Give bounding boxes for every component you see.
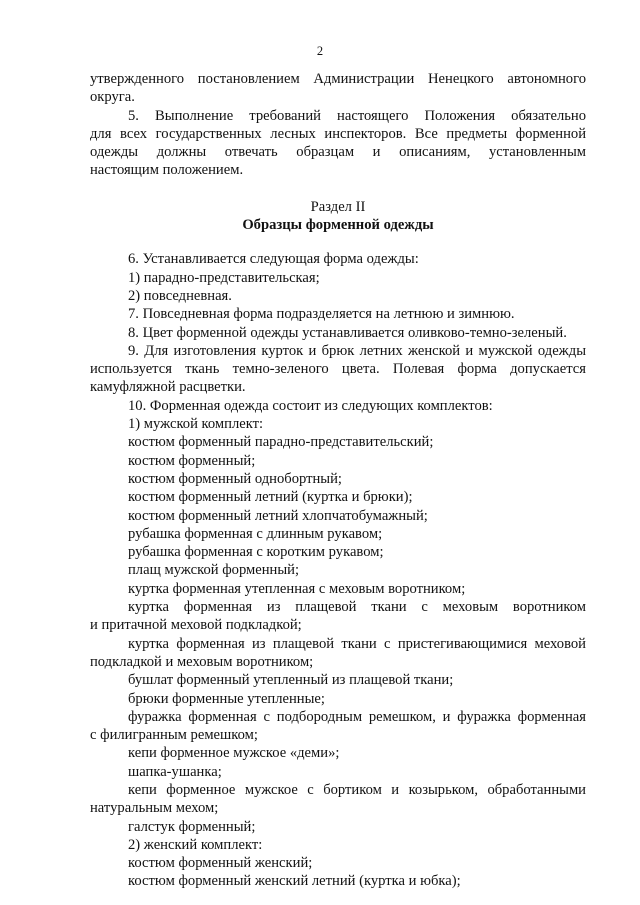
body-line: куртка форменная из плащевой ткани с пристегивающимися меховой [128,635,586,652]
body-line: 6. Устанавливается следующая форма одежды: [128,251,419,268]
intro-paragraphs [90,70,586,180]
body-line: 2) повседневная. [128,287,232,304]
body-line: брюки форменные утепленные; [128,690,325,707]
body-line: камуфляжной расцветки. [90,379,246,396]
body-line: кепи форменное мужское «деми»; [128,745,340,762]
clothing-list [90,250,586,890]
body-line: кепи форменное мужское с бортиком и козырьком, обработанными [128,781,586,798]
body-line: фуражка форменная с подбородным ремешком, и фуражка форменная [128,708,586,725]
intro-line: для всех государственных лесных инспекторов. Все предметы форменной [90,125,586,142]
body-line: 2) женский комплект: [128,836,263,853]
body-line: 10. Форменная одежда состоит из следующих комплектов: [128,397,493,414]
body-line: костюм форменный женский летний (куртка и юбка); [128,873,461,890]
body-line: костюм форменный; [128,452,256,469]
body-line: 8. Цвет форменной одежды устанавливается оливково-темно-зеленый. [128,324,567,341]
body-line: костюм форменный парадно-представительский; [128,434,434,451]
body-line: галстук форменный; [128,818,256,835]
body-line: костюм форменный летний (куртка и брюки); [128,489,413,506]
body-line: 1) парадно-представительская; [128,269,320,286]
body-line: подкладкой и меховым воротником; [90,653,314,670]
body-line: плащ мужской форменный; [128,562,300,579]
intro-line: округа. [90,89,135,106]
intro-line: одежды должны отвечать образцам и описаниям, установленным [90,144,586,161]
intro-line: утвержденного постановлением Администрации Ненецкого автономного [90,71,586,87]
section-title: Образцы форменной одежды [242,217,434,234]
section-heading: Раздел II [310,198,366,215]
body-line: костюм форменный женский; [128,855,313,872]
body-line: бушлат форменный утепленный из плащевой ткани; [128,672,454,689]
body-line: куртка форменная из плащевой ткани с меховым воротником [128,599,586,616]
intro-line: 5. Выполнение требований настоящего Положения обязательно [128,107,586,124]
body-line: рубашка форменная с длинным рукавом; [128,525,383,542]
intro-line: настоящим положением. [90,162,244,179]
body-line: 1) мужской комплект: [128,416,264,433]
body-line: костюм форменный летний хлопчатобумажный; [128,507,428,524]
body-line: костюм форменный однобортный; [128,470,342,487]
body-line: и притачной меховой подкладкой; [90,617,302,634]
body-line: используется ткань темно-зеленого цвета. Полевая форма допускается [90,361,586,378]
body-line: рубашка форменная с коротким рукавом; [128,544,384,561]
document-body [90,70,586,891]
body-line: 9. Для изготовления курток и брюк летних женской и мужской одежды [128,342,586,359]
body-line: шапка-ушанка; [128,763,222,780]
body-line: с филигранным ремешком; [90,727,258,744]
body-line: куртка форменная утепленная с меховым воротником; [128,580,466,597]
page-number: 2 [316,44,324,58]
body-line: 7. Повседневная форма подразделяется на летнюю и зимнюю. [128,306,515,323]
body-line: натуральным мехом; [90,800,219,817]
